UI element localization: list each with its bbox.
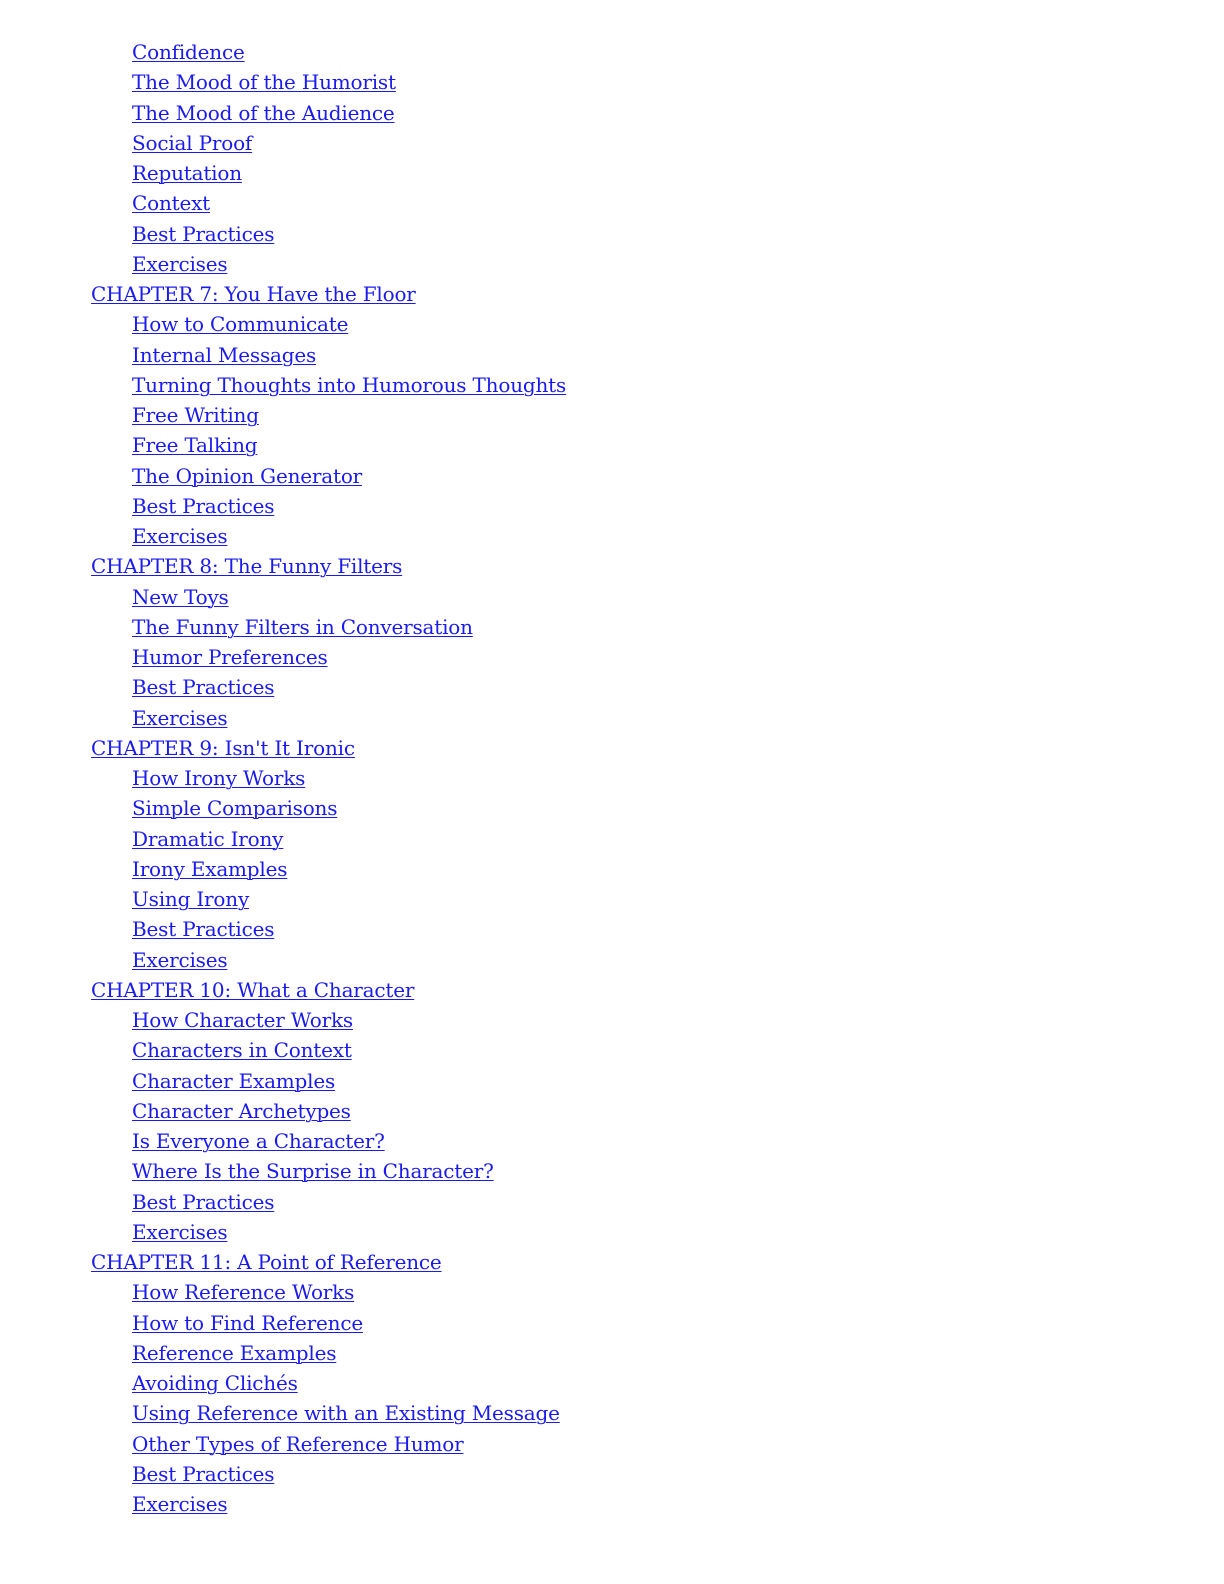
- toc-section-item: [91, 1096, 566, 1126]
- toc-chapter-item: [91, 279, 566, 309]
- toc-section-link[interactable]: How Reference Works: [132, 1280, 355, 1305]
- toc-section-link[interactable]: The Mood of the Audience: [132, 100, 395, 125]
- toc-chapter-item: [91, 975, 566, 1005]
- toc-section-link[interactable]: Exercises: [132, 1492, 228, 1516]
- toc-section-link[interactable]: How to Find Reference: [132, 1310, 363, 1335]
- toc-section-link[interactable]: Humor Preferences: [132, 645, 328, 669]
- toc-section-link[interactable]: Reference Examples: [132, 1340, 337, 1365]
- toc-section-link[interactable]: Character Examples: [132, 1068, 336, 1093]
- toc-section-item: [91, 1368, 566, 1398]
- toc-section-link[interactable]: Exercises: [132, 1219, 228, 1244]
- toc-section-link[interactable]: The Mood of the Humorist: [132, 70, 396, 95]
- toc-section-item: [91, 642, 566, 672]
- toc-section-item: [91, 1066, 566, 1096]
- toc-section-item: [91, 854, 566, 884]
- toc-section-link[interactable]: Confidence: [132, 40, 245, 64]
- toc-section-item: [91, 158, 566, 188]
- toc-section-link[interactable]: How Irony Works: [132, 766, 306, 790]
- toc-section-item: [91, 1338, 566, 1368]
- toc-section-link[interactable]: Turning Thoughts into Humorous Thoughts: [132, 372, 567, 397]
- toc-section-item: [91, 249, 566, 279]
- toc-section-link[interactable]: Best Practices: [132, 221, 275, 246]
- toc-chapter-item: [91, 551, 566, 581]
- toc-chapter-item: [91, 733, 566, 763]
- toc-section-link[interactable]: Best Practices: [132, 493, 275, 518]
- toc-section-link[interactable]: Using Irony: [132, 887, 250, 911]
- toc-section-item: [91, 1005, 566, 1035]
- toc-section-link[interactable]: Characters in Context: [132, 1038, 352, 1063]
- toc-section-link[interactable]: The Funny Filters in Conversation: [132, 614, 473, 639]
- toc-section-item: [91, 340, 566, 370]
- toc-section-item: [91, 1277, 566, 1307]
- toc-section-link[interactable]: Best Practices: [132, 675, 275, 700]
- table-of-contents: [91, 37, 566, 1519]
- toc-section-item: [91, 884, 566, 914]
- toc-section-link[interactable]: Best Practices: [132, 917, 275, 942]
- toc-section-item: [91, 370, 566, 400]
- toc-section-link[interactable]: Dramatic Irony: [132, 826, 284, 851]
- toc-section-item: [91, 703, 566, 733]
- toc-section-item: [91, 1429, 566, 1459]
- toc-section-item: [91, 914, 566, 944]
- toc-section-item: [91, 1035, 566, 1065]
- toc-chapter-link[interactable]: CHAPTER 9: Isn't It Ironic: [91, 735, 355, 760]
- toc-section-link[interactable]: How Character Works: [132, 1008, 353, 1032]
- toc-section-item: [91, 430, 566, 460]
- toc-section-link[interactable]: Is Everyone a Character?: [132, 1129, 385, 1153]
- toc-section-link[interactable]: Social Proof: [132, 130, 253, 155]
- toc-section-item: [91, 763, 566, 793]
- toc-section-item: [91, 1308, 566, 1338]
- toc-section-item: [91, 824, 566, 854]
- toc-section-link[interactable]: The Opinion Generator: [132, 463, 363, 488]
- toc-section-item: [91, 1187, 566, 1217]
- toc-section-item: [91, 1126, 566, 1156]
- toc-section-link[interactable]: Internal Messages: [132, 342, 317, 367]
- toc-section-item: [91, 128, 566, 158]
- toc-section-item: [91, 1459, 566, 1489]
- toc-chapter-link[interactable]: CHAPTER 8: The Funny Filters: [91, 554, 403, 579]
- toc-section-link[interactable]: Character Archetypes: [132, 1098, 351, 1123]
- toc-section-item: [91, 793, 566, 823]
- toc-section-item: [91, 37, 566, 67]
- toc-chapter-link[interactable]: CHAPTER 10: What a Character: [91, 977, 415, 1002]
- toc-chapter-item: [91, 1247, 566, 1277]
- toc-section-item: [91, 219, 566, 249]
- toc-section-link[interactable]: Simple Comparisons: [132, 796, 338, 821]
- toc-chapter-link[interactable]: CHAPTER 7: You Have the Floor: [91, 282, 416, 306]
- toc-section-item: [91, 521, 566, 551]
- toc-section-item: [91, 612, 566, 642]
- toc-section-link[interactable]: Exercises: [132, 251, 228, 276]
- toc-section-link[interactable]: Context: [132, 191, 211, 216]
- toc-section-link[interactable]: Exercises: [132, 947, 228, 972]
- toc-section-item: [91, 672, 566, 702]
- toc-section-link[interactable]: Free Talking: [132, 433, 258, 458]
- toc-section-link[interactable]: Reputation: [132, 161, 242, 185]
- toc-section-link[interactable]: Using Reference with an Existing Message: [132, 1401, 560, 1426]
- toc-section-link[interactable]: New Toys: [132, 584, 229, 609]
- toc-section-item: [91, 1217, 566, 1247]
- toc-section-link[interactable]: Exercises: [132, 524, 228, 548]
- toc-section-item: [91, 945, 566, 975]
- toc-section-item: [91, 491, 566, 521]
- toc-section-item: [91, 1489, 566, 1519]
- toc-section-item: [91, 67, 566, 97]
- toc-section-item: [91, 98, 566, 128]
- toc-section-link[interactable]: Avoiding Clichés: [132, 1371, 298, 1395]
- toc-section-item: [91, 461, 566, 491]
- toc-section-link[interactable]: How to Communicate: [132, 312, 349, 337]
- toc-section-item: [91, 1398, 566, 1428]
- toc-section-item: [91, 309, 566, 339]
- toc-section-item: [91, 400, 566, 430]
- toc-section-link[interactable]: Best Practices: [132, 1189, 275, 1214]
- toc-section-link[interactable]: Irony Examples: [132, 856, 288, 881]
- toc-section-item: [91, 1156, 566, 1186]
- toc-section-link[interactable]: Where Is the Surprise in Character?: [132, 1159, 494, 1184]
- toc-section-item: [91, 582, 566, 612]
- toc-section-link[interactable]: Other Types of Reference Humor: [132, 1431, 464, 1456]
- toc-section-item: [91, 188, 566, 218]
- toc-section-link[interactable]: Best Practices: [132, 1461, 275, 1486]
- toc-chapter-link[interactable]: CHAPTER 11: A Point of Reference: [91, 1250, 442, 1274]
- toc-section-link[interactable]: Free Writing: [132, 403, 259, 427]
- toc-section-link[interactable]: Exercises: [132, 705, 228, 730]
